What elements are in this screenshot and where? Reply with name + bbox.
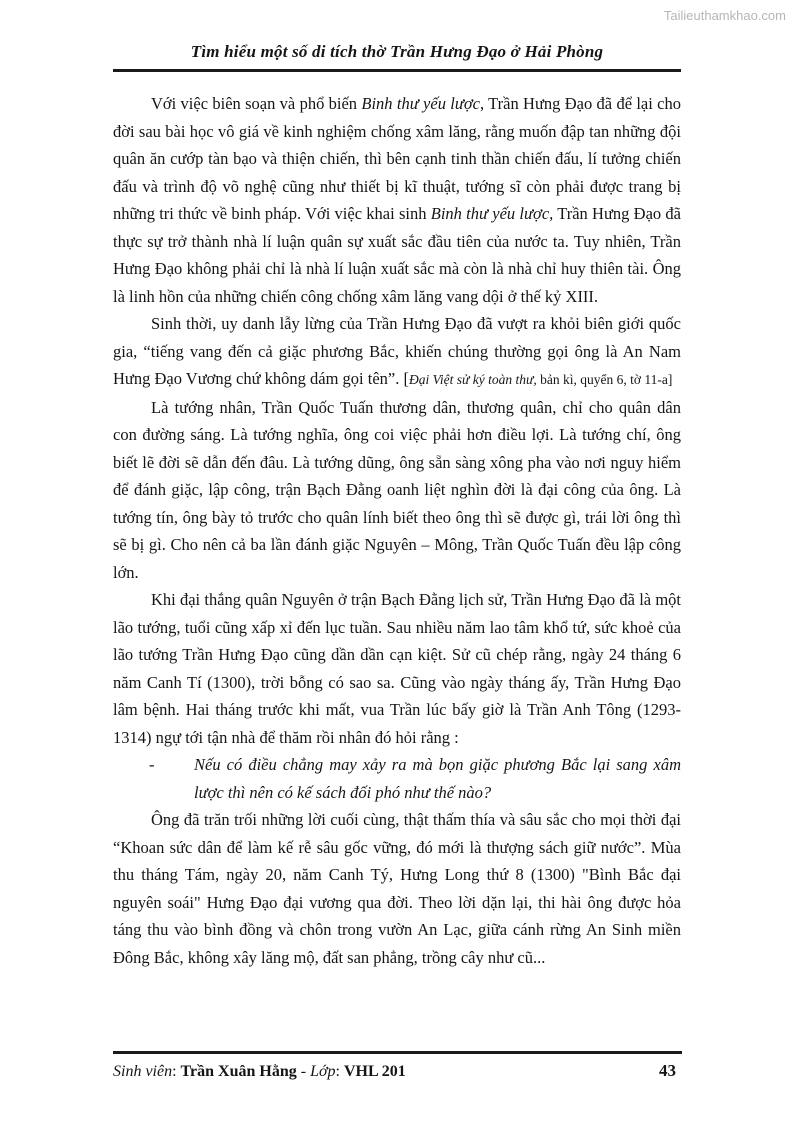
- student-name: Trần Xuân Hằng: [180, 1063, 297, 1080]
- separator: :: [335, 1063, 344, 1080]
- footer-row: [113, 1061, 682, 1081]
- student-label: Sinh viên: [113, 1063, 173, 1080]
- paragraph-bach-dang: [113, 586, 681, 751]
- text-run: Trần Hưng Đạo đã thực sự trở thành nhà lí luận quân sự xuất sắc đầu tiên của nước ta. Tuy nhiên, Trần Hưng Đạo không phải chỉ là nhà lí luận xuất sắc mà còn là nhà chỉ huy thiên tài. Ông là linh hồn của những chiến công chống xâm lăng vang dội ở thế kỷ XIII.: [113, 204, 681, 306]
- page-title: Tìm hiểu một số di tích thờ Trần Hưng Đạo ở Hải Phòng: [190, 42, 604, 61]
- separator: :: [172, 1063, 181, 1080]
- book-title-italic: Binh thư yếu lược,: [430, 204, 554, 223]
- quote-dash-marker: -: [149, 755, 155, 774]
- citation-detail: , bản kì, quyển 6, tờ 11-a]: [533, 372, 673, 387]
- text-run: Khi đại thắng quân Nguyên ở trận Bạch Đằng lịch sử, Trần Hưng Đạo đã là một lão tướng, tuổi cũng xấp xỉ đến lục tuần. Sau nhiều năm lao tâm khổ tứ, sức khoẻ của lão tướng Trần Hưng Đạo cũng dần dần cạn kiệt. Sử cũ chép rằng, ngày 24 tháng 6 năm Canh Tí (1300), trời bỗng có sao sa. Cũng vào ngày tháng ấy, Trần Hưng Đạo lâm bệnh. Hai tháng trước khi mất, vua Trần lúc bấy giờ là Trần Anh Tông (1293-1314) ngự tới tận nhà để thăm rồi nhân đó hỏi rằng :: [113, 590, 681, 747]
- quote-item: [113, 751, 681, 806]
- page-footer: [113, 1051, 682, 1081]
- text-run: Là tướng nhân, Trần Quốc Tuấn thương dân, thương quân, chỉ cho quân dân con đường sáng. Là tướng nghĩa, ông coi việc phải hơn điều lợi. Là tướng chí, ông biết lẽ đời sẽ dẫn đến đâu. Là tướng dũng, ông sẵn sàng xông pha vào nơi nguy hiểm để đánh giặc, lập công, trận Bạch Đằng oanh liệt nghìn đời là đại công của ông. Là tướng tín, ông bày tỏ trước cho quân lính biết theo ông thì sẽ được gì, trái lời ông thì sẽ bị gì. Cho nên cả ba lần đánh giặc Nguyên – Mông, Trần Quốc Tuấn đều lập công lớn.: [113, 397, 681, 582]
- text-run: Sinh thời, uy danh lẫy lừng của Trần Hưng Đạo đã vượt ra khỏi biên giới quốc gia, “tiếng vang đến cả giặc phương Bắc, khiến chúng thường gọi ông là An Nam Hưng Đạo Vương chứ không dám gọi tên”. [: [113, 314, 681, 388]
- text-run: Ông đã trăn trối những lời cuối cùng, thật thấm thía và sâu sắc cho mọi thời đại “Khoan sức dân để làm kế rễ sâu gốc vững, đó mới là thượng sách giữ nước”. Mùa thu tháng Tám, ngày 20, năm Canh Tý, Hưng Long thứ 8 (1300) "Bình Bắc đại nguyên soái" Hưng Đạo đại vương qua đời. Theo lời dặn lại, thi hài ông được hỏa táng thu vào bình đồng và chôn trong vườn An Lạc, giữa cánh rừng An Sinh miền Đông Bắc, không xây lăng mộ, đất san phẳng, trồng cây như cũ...: [113, 810, 681, 967]
- book-title-italic: Binh thư yếu lược: [361, 94, 480, 113]
- class-value: VHL 201: [343, 1063, 406, 1080]
- watermark-text: Tailieuthamkhao.com: [663, 8, 786, 23]
- paragraph-tran-troi: [113, 806, 681, 971]
- citation-source-italic: Đại Việt sử ký toàn thư: [409, 372, 534, 387]
- paragraph-tuong-nhan: [113, 394, 681, 587]
- footer-rule: [113, 1051, 682, 1054]
- paragraph-uy-danh: [113, 310, 681, 394]
- paragraph-binh-thu-yeu-luoc: [113, 90, 681, 310]
- class-label: Lớp: [310, 1063, 336, 1080]
- text-run: Với việc biên soạn và phổ biến: [151, 94, 362, 113]
- document-body: [0, 72, 794, 971]
- separator: -: [296, 1063, 311, 1080]
- quote-text: Nếu có điều chẳng may xảy ra mà bọn giặc phương Bắc lại sang xâm lược thì nên có kế sách đối phó như thế nào?: [194, 755, 681, 802]
- text-run: , Trần Hưng Đạo đã để lại cho đời sau bài học vô giá về kinh nghiệm chống xâm lăng, rằng muốn đập tan những đội quân ăn cướp tàn bạo và thiện chiến, thì bên cạnh tinh thần chiến đấu, lí tưởng chiến đấu và trình độ võ nghệ cũng như thiết bị kĩ thuật, tướng sĩ còn phải được trang bị những tri thức về binh pháp. Với việc khai sinh: [113, 94, 681, 223]
- page-number: 43: [659, 1061, 676, 1080]
- student-info: [113, 1063, 406, 1081]
